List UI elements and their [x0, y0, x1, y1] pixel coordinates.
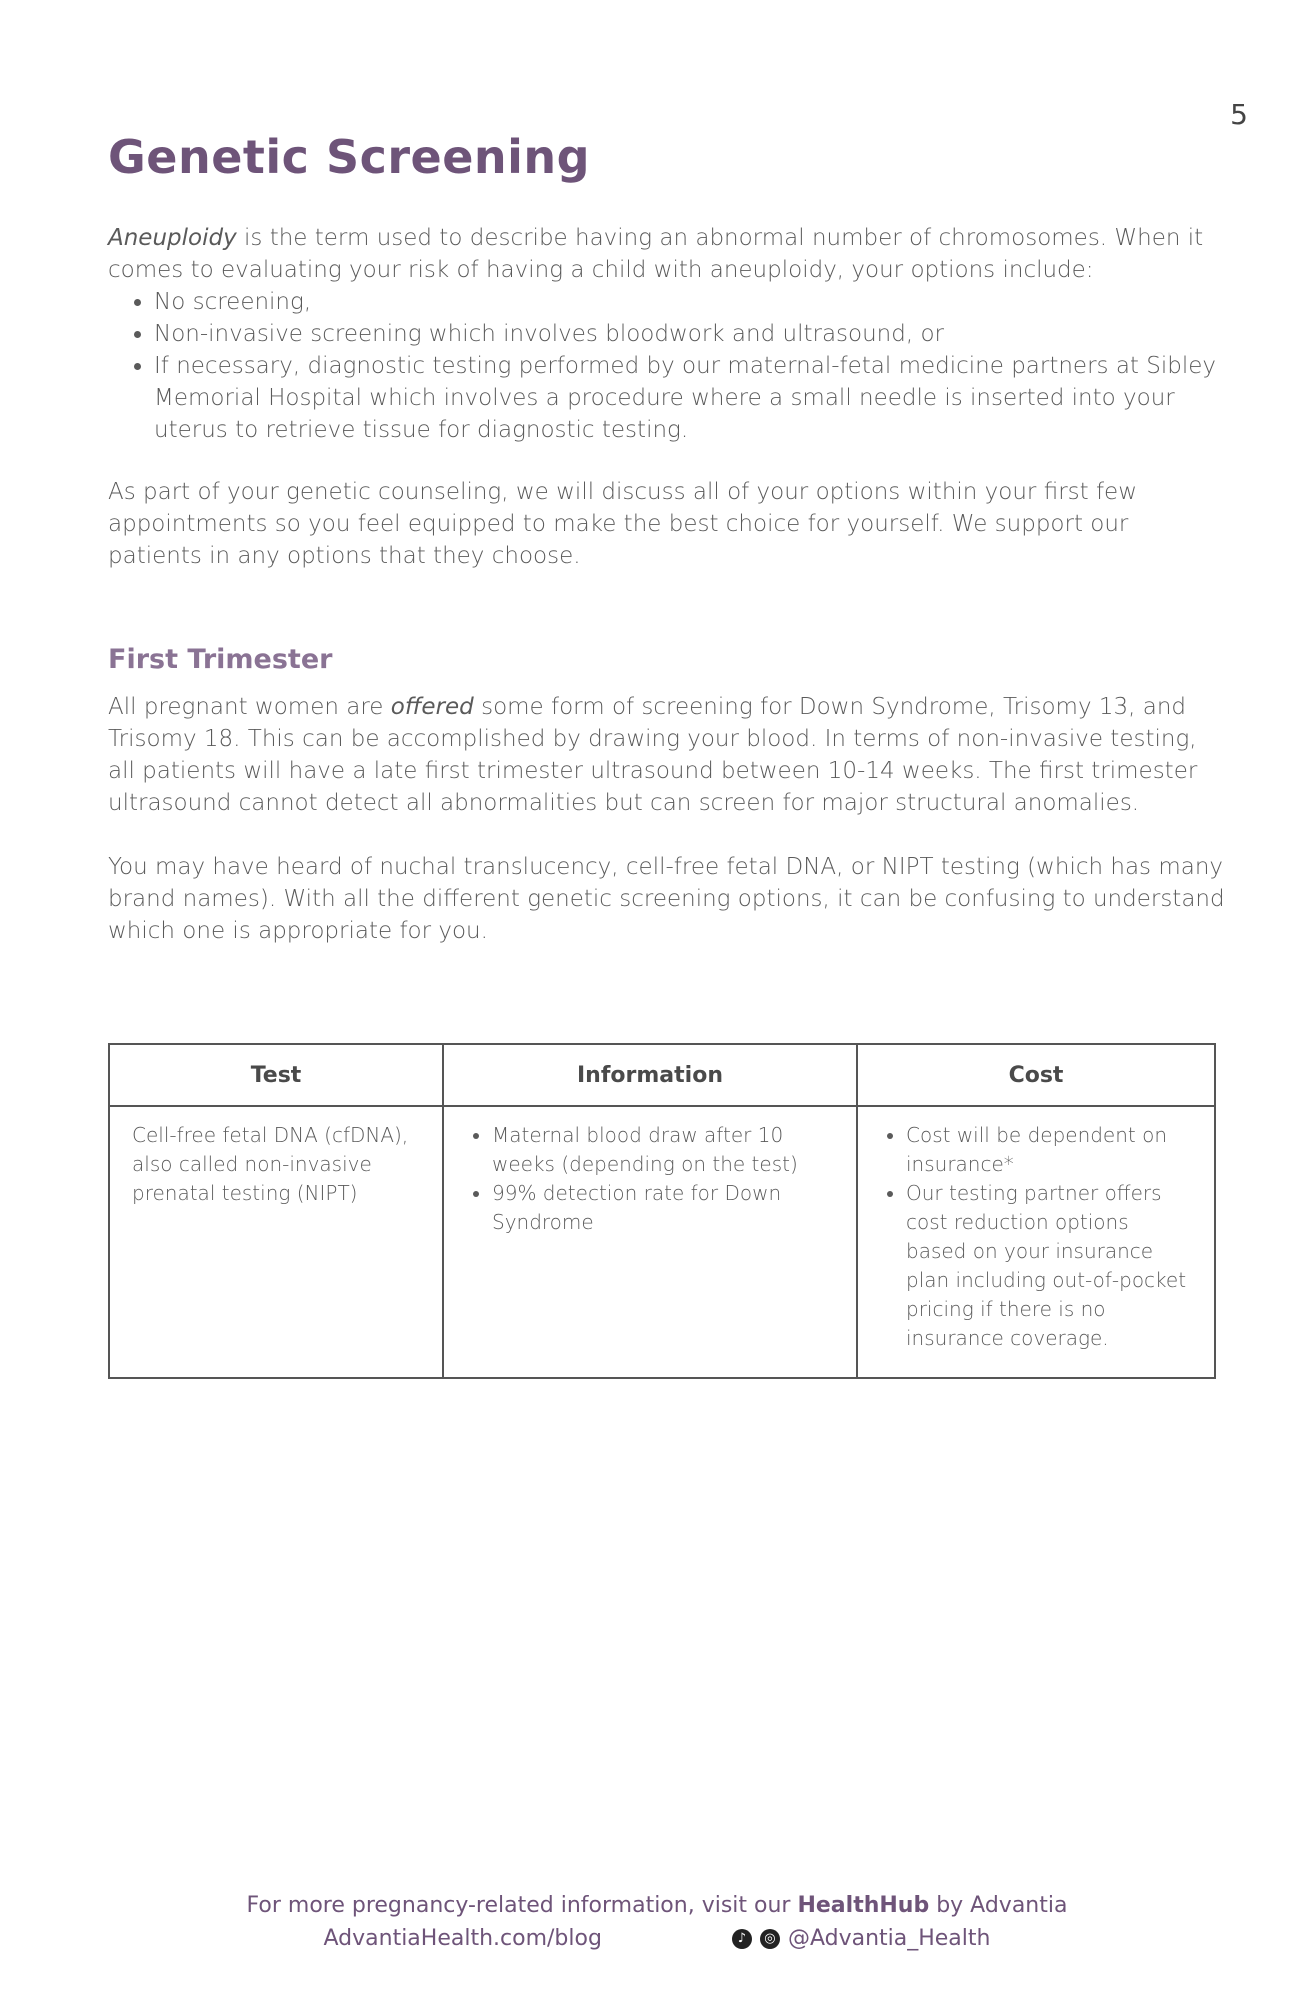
social-handle-text: @Advantia_Health	[787, 1926, 991, 1951]
header-information: Information	[443, 1044, 857, 1106]
screening-table	[108, 1043, 1216, 1379]
blog-link[interactable]: AdvantiaHealth.com/blog	[323, 1926, 602, 1951]
table-row	[109, 1106, 1215, 1378]
footer-prefix: For more pregnancy-related information, visit our	[246, 1893, 798, 1918]
page-number: 5	[1230, 98, 1248, 131]
offered-emphasis: offered	[390, 694, 474, 720]
page-title: Genetic Screening	[108, 130, 591, 184]
header-cost: Cost	[857, 1044, 1215, 1106]
footer-suffix: by Advantia	[929, 1893, 1068, 1918]
first-trimester-paragraph	[108, 691, 1228, 819]
footer-links	[0, 1922, 1314, 1956]
cell-test: Cell-free fetal DNA (cfDNA), also called non-invasive prenatal testing (NIPT)	[109, 1106, 443, 1378]
p1-after: some form of screening for Down Syndrome, Trisomy 13, and Trisomy 18. This can be accomplished by drawing your blood. In terms of non-invasive testing, all patients will have a late first trimester ultrasound between 10-14 weeks. The first trimester ultrasound cannot detect all abnormalities but can screen for major structural anomalies.	[108, 694, 1198, 816]
social-handle[interactable]	[732, 1922, 991, 1956]
list-item: • No screening,	[154, 286, 1228, 318]
list-item: • Non-invasive screening which involves bloodwork and ultrasound, or	[154, 318, 1228, 350]
intro-text: is the term used to describe having an abnormal number of chromosomes. When it comes to evaluating your risk of having a child with aneuploidy, your options include:	[108, 225, 1204, 283]
footer-promo	[0, 1890, 1314, 1922]
tiktok-icon[interactable]: ♪	[732, 1929, 752, 1949]
cell-cost	[857, 1106, 1215, 1378]
healthhub-link[interactable]: HealthHub	[797, 1893, 930, 1918]
intro-paragraph	[108, 222, 1228, 286]
header-test: Test	[109, 1044, 443, 1106]
cell-information	[443, 1106, 857, 1378]
list-item: • Our testing partner offers cost reduction options based on your insurance plan including out-of-pocket pricing if there is no insurance coverage.	[906, 1179, 1192, 1353]
list-item: • 99% detection rate for Down Syndrome	[492, 1179, 834, 1237]
list-item: • If necessary, diagnostic testing performed by our maternal-fetal medicine partners at Sibley Memorial Hospital which involves a procedure where a small needle is inserted into your uterus to retrieve tissue for diagnostic testing.	[154, 350, 1228, 446]
footer	[0, 1890, 1314, 1956]
aneuploidy-term: Aneuploidy	[108, 225, 237, 251]
instagram-icon[interactable]: ◎	[760, 1929, 780, 1949]
p1-before: All pregnant women are	[108, 694, 391, 720]
list-item: • Cost will be dependent on insurance*	[906, 1121, 1192, 1179]
first-trimester-heading: First Trimester	[108, 644, 333, 675]
list-item: • Maternal blood draw after 10 weeks (depending on the test)	[492, 1121, 834, 1179]
table-header-row	[109, 1044, 1215, 1106]
options-list	[108, 286, 1228, 446]
page-content	[108, 130, 1228, 1379]
screening-options-paragraph: You may have heard of nuchal translucency, cell-free fetal DNA, or NIPT testing (which has many brand names). With all the different genetic screening options, it can be confusing to understand which one is appropriate for you.	[108, 854, 1225, 944]
counseling-paragraph: As part of your genetic counseling, we will discuss all of your options within your first few appointments so you feel equipped to make the best choice for yourself. We support our patients in any options that they choose.	[108, 479, 1138, 569]
